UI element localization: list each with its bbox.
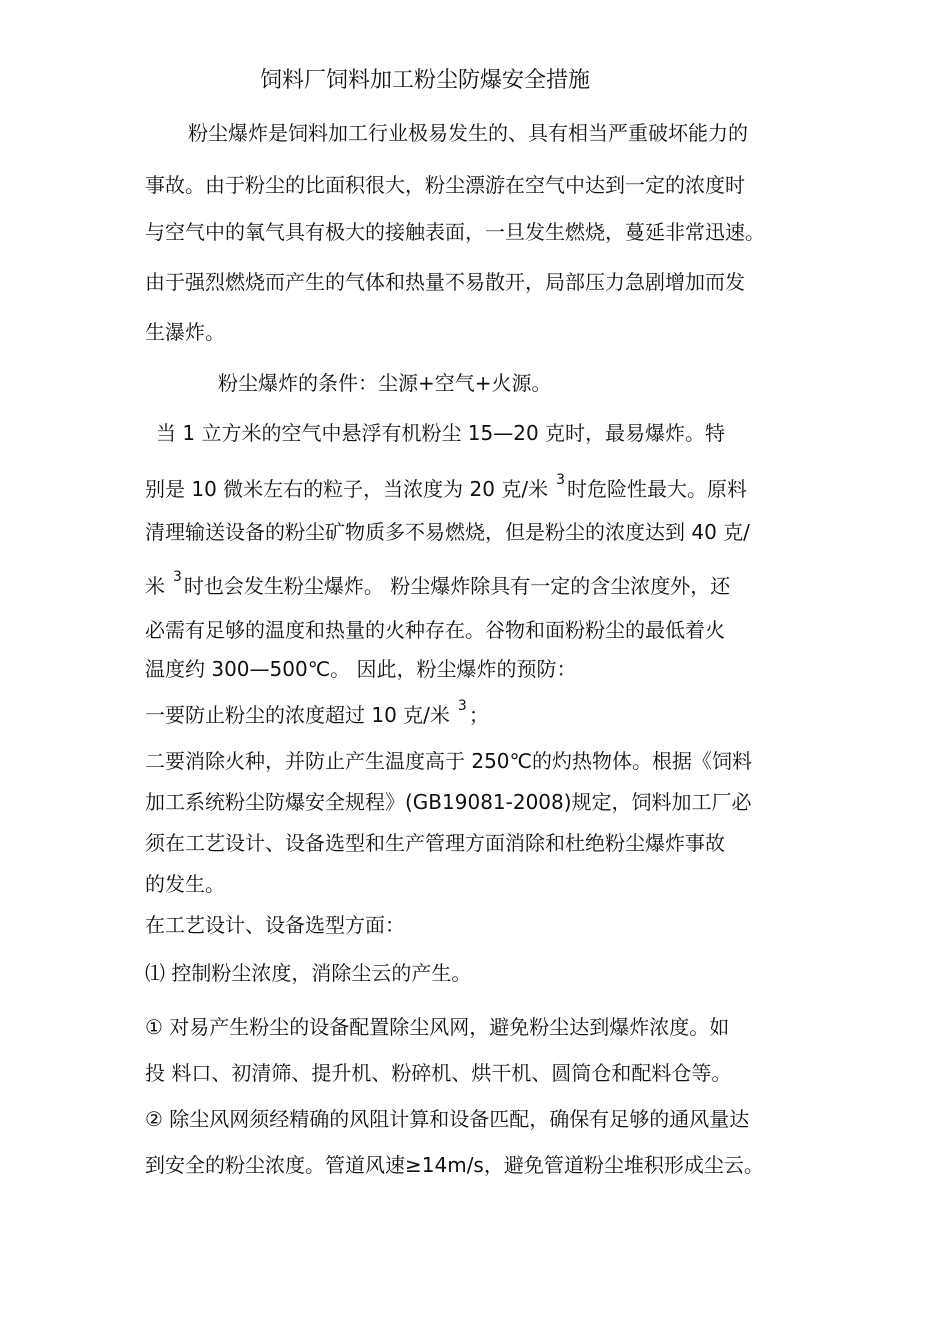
superscript-3: 3 — [556, 472, 565, 488]
paragraph-line: 粉尘爆炸的条件：尘源+空气+火源。 — [218, 371, 552, 395]
paragraph-line-with-superscript — [145, 698, 489, 731]
paragraph-line: 事故。由于粉尘的比面积很大，粉尘漂游在空气中达到一定的浓度时 — [145, 173, 745, 197]
paragraph-line: 二要消除火种，并防止产生温度高于 250℃的灼热物体。根据《饲料 — [145, 749, 752, 773]
paragraph-line: 加工系统粉尘防爆安全规程》(GB19081-2008)规定，饲料加工厂必 — [145, 790, 752, 814]
paragraph-line: 由于强烈燃烧而产生的气体和热量不易散开，局部压力急剧增加而发 — [145, 270, 745, 294]
paragraph-line: 生瀑炸。 — [145, 320, 225, 344]
line-text: ； — [468, 703, 489, 727]
line-text: 一要防止粉尘的浓度超过 10 克/米 — [145, 703, 450, 727]
superscript-3: 3 — [173, 569, 182, 585]
superscript-3: 3 — [457, 698, 467, 714]
paragraph-line: 与空气中的氧气具有极大的接触表面，一旦发生燃烧，蔓延非常迅速。 — [145, 220, 765, 244]
paragraph-line: ② 除尘风网须经精确的风阻计算和设备匹配，确保有足够的通风量达 — [145, 1107, 750, 1131]
paragraph-line: ⑴ 控制粉尘浓度，消除尘云的产生。 — [145, 961, 472, 985]
line-text: 时也会发生粉尘爆炸。 粉尘爆炸除具有一定的含尘浓度外，还 — [183, 574, 731, 598]
paragraph-line: 清理输送设备的粉尘矿物质多不易燃烧，但是粉尘的浓度达到 40 克/ — [145, 520, 750, 544]
line-text: 米 — [145, 574, 165, 598]
paragraph-line: 温度约 300—500℃。 因此，粉尘爆炸的预防： — [145, 657, 577, 681]
paragraph-line-with-superscript — [145, 569, 731, 602]
document-title: 饲料厂饲料加工粉尘防爆安全措施 — [260, 68, 591, 93]
paragraph-line-with-superscript — [145, 472, 747, 505]
paragraph-line: 在工艺设计、设备选型方面： — [145, 913, 405, 937]
paragraph-line: 须在工艺设计、设备选型和生产管理方面消除和杜绝粉尘爆炸事故 — [145, 831, 725, 855]
paragraph-line: ① 对易产生粉尘的设备配置除尘风网，避免粉尘达到爆炸浓度。如 — [145, 1015, 730, 1039]
line-text: 时危险性最大。原料 — [567, 477, 747, 501]
line-text: 别是 10 微米左右的粒子，当浓度为 20 克/米 — [145, 477, 549, 501]
paragraph-line: 必需有足够的温度和热量的火种存在。谷物和面粉粉尘的最低着火 — [145, 618, 725, 642]
paragraph-line: 到安全的粉尘浓度。管道风速≥14m/s，避免管道粉尘堆积形成尘云。 — [145, 1153, 764, 1177]
paragraph-line: 投 料口、初清筛、提升机、粉碎机、烘干机、圆筒仓和配料仓等。 — [145, 1061, 732, 1085]
paragraph-line: 的发生。 — [145, 872, 225, 896]
paragraph-line: 粉尘爆炸是饲料加工行业极易发生的、具有相当严重破坏能力的 — [188, 121, 748, 145]
paragraph-line: 当 1 立方米的空气中悬浮有机粉尘 15—20 克时，最易爆炸。特 — [156, 421, 726, 445]
